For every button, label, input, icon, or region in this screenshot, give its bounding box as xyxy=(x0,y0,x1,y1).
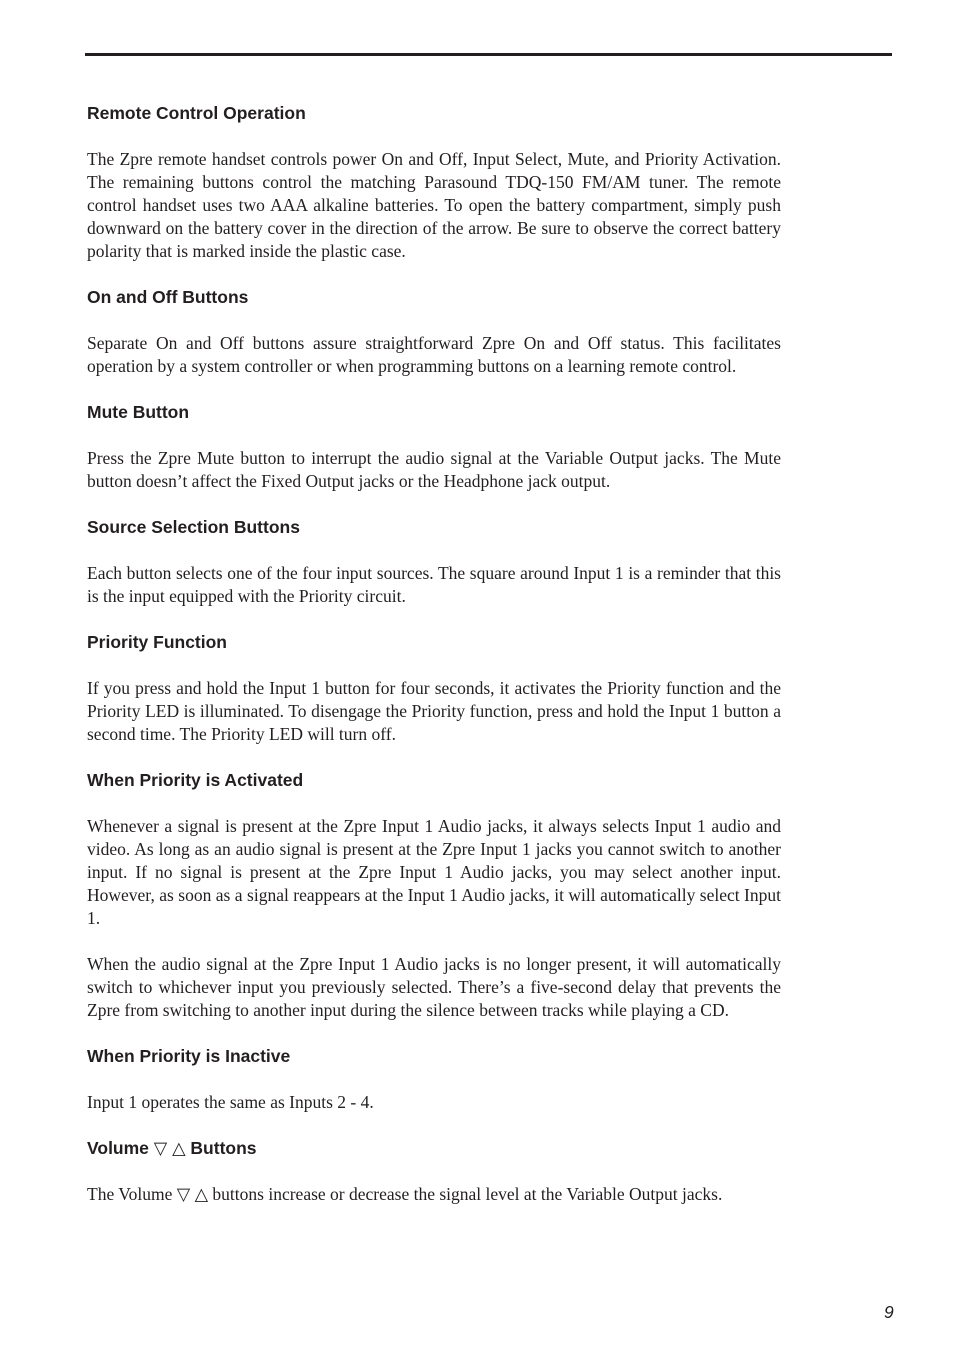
paragraph-on-off-buttons: Separate On and Off buttons assure straightforward Zpre On and Off status. This facilitates operation by a system controller or when programming buttons on a learning remote control. xyxy=(87,333,781,376)
paragraph-priority-activated-2: When the audio signal at the Zpre Input 1 Audio jacks is no longer present, it will automatically switch to whichever input you previously selected. There’s a five-second delay that prevents the Zpre from switching to another input during the silence between tracks while playing a CD. xyxy=(87,954,781,1020)
heading-volume-buttons: Volume ▽ △ Buttons xyxy=(87,1138,257,1158)
heading-source-selection-buttons: Source Selection Buttons xyxy=(87,517,300,537)
heading-priority-activated: When Priority is Activated xyxy=(87,770,304,790)
page-number: 9 xyxy=(884,1302,894,1322)
paragraph-remote-control-operation: The Zpre remote handset controls power On and Off, Input Select, Mute, and Priority Activation. The remaining buttons control the matching Parasound TDQ-150 FM/AM tuner. The remote control handset uses two AAA alkaline batteries. To open the battery compartment, simply push downward on the battery cover in the direction of the arrow. Be sure to observe the correct battery polarity that is marked inside the plastic case. xyxy=(87,149,781,261)
top-rule xyxy=(85,53,892,56)
paragraph-priority-activated-1: Whenever a signal is present at the Zpre Input 1 Audio jacks, it always selects Input 1 audio and video. As long as an audio signal is present at the Zpre Input 1 jacks you cannot switch to another input. If no signal is present at the Zpre Input 1 Audio jacks, you may select another input. However, as soon as a signal reappears at the Input 1 Audio jacks, it will automatically select Input 1. xyxy=(87,816,781,928)
heading-priority-function: Priority Function xyxy=(87,632,227,652)
paragraph-priority-function: If you press and hold the Input 1 button for four seconds, it activates the Priority function and the Priority LED is illuminated. To disengage the Priority function, press and hold the Input 1 button a second time. The Priority LED will turn off. xyxy=(87,678,781,744)
heading-priority-inactive: When Priority is Inactive xyxy=(87,1046,291,1066)
paragraph-mute-button: Press the Zpre Mute button to interrupt the audio signal at the Variable Output jacks. The Mute button doesn’t affect the Fixed Output jacks or the Headphone jack output. xyxy=(87,448,781,491)
heading-remote-control-operation: Remote Control Operation xyxy=(87,103,306,123)
paragraph-volume-buttons: The Volume ▽ △ buttons increase or decrease the signal level at the Variable Output jacks. xyxy=(87,1184,723,1204)
paragraph-source-selection-buttons: Each button selects one of the four input sources. The square around Input 1 is a reminder that this is the input equipped with the Priority circuit. xyxy=(87,563,781,606)
page-content xyxy=(87,102,781,1229)
heading-mute-button: Mute Button xyxy=(87,402,190,422)
heading-on-off-buttons: On and Off Buttons xyxy=(87,287,249,307)
paragraph-priority-inactive: Input 1 operates the same as Inputs 2 - 4. xyxy=(87,1092,374,1112)
